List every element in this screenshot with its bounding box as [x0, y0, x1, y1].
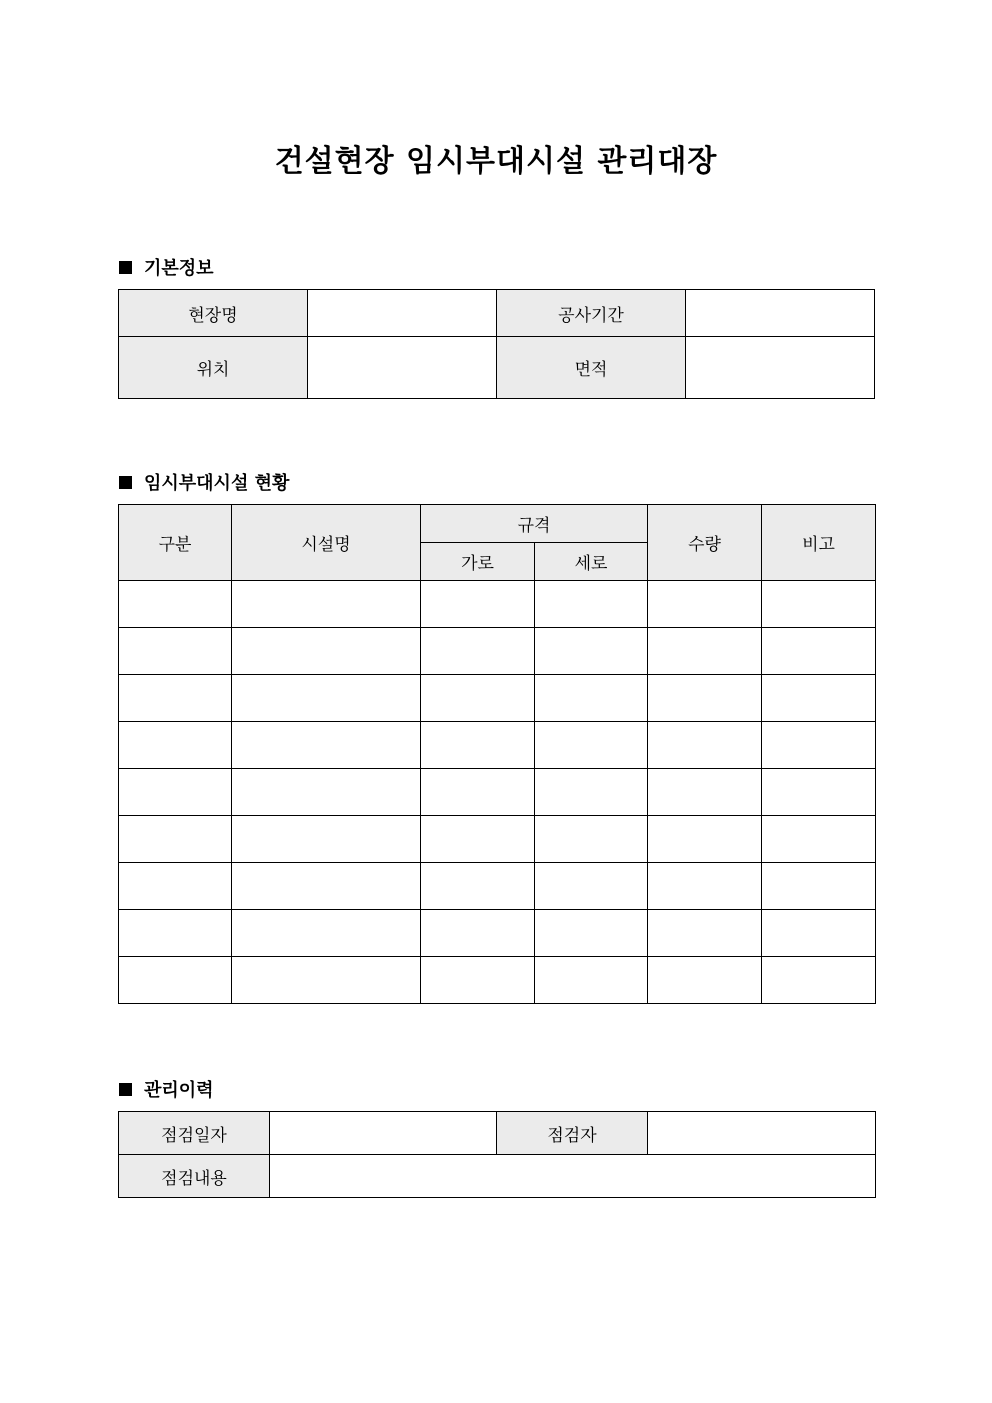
quantity-cell[interactable]: [648, 910, 762, 957]
section-heading-basic-label: 기본정보: [144, 258, 214, 279]
remarks-cell[interactable]: [762, 910, 876, 957]
column-header-spec-length: 세로: [535, 543, 648, 581]
category-cell[interactable]: [119, 769, 232, 816]
facility-name-cell[interactable]: [232, 769, 421, 816]
remarks-cell[interactable]: [762, 581, 876, 628]
table-row: [119, 910, 876, 957]
facility-status-table: [118, 504, 876, 1004]
column-header-quantity: 수량: [648, 505, 762, 581]
inspection-date-field[interactable]: [270, 1112, 497, 1155]
facility-name-cell[interactable]: [232, 722, 421, 769]
table-header-row: [119, 505, 876, 543]
table-row: [119, 1112, 876, 1155]
site-name-label: 현장명: [119, 290, 308, 337]
quantity-cell[interactable]: [648, 722, 762, 769]
remarks-cell[interactable]: [762, 628, 876, 675]
remarks-cell[interactable]: [762, 957, 876, 1004]
inspector-label: 점검자: [497, 1112, 648, 1155]
spec-width-cell[interactable]: [421, 628, 535, 675]
table-row: [119, 628, 876, 675]
quantity-cell[interactable]: [648, 581, 762, 628]
spec-width-cell[interactable]: [421, 675, 535, 722]
square-bullet-icon: [119, 261, 132, 274]
construction-period-field[interactable]: [686, 290, 875, 337]
column-header-facility-name: 시설명: [232, 505, 421, 581]
category-cell[interactable]: [119, 675, 232, 722]
spec-width-cell[interactable]: [421, 581, 535, 628]
table-row: [119, 863, 876, 910]
section-heading-history: [119, 1076, 214, 1102]
facility-name-cell[interactable]: [232, 628, 421, 675]
inspection-content-field[interactable]: [270, 1155, 876, 1198]
column-header-spec: 규격: [421, 505, 648, 543]
quantity-cell[interactable]: [648, 675, 762, 722]
category-cell[interactable]: [119, 722, 232, 769]
table-row: [119, 290, 875, 337]
table-row: [119, 337, 875, 399]
spec-length-cell[interactable]: [535, 863, 648, 910]
section-heading-history-label: 관리이력: [144, 1080, 214, 1101]
quantity-cell[interactable]: [648, 769, 762, 816]
inspection-date-label: 점검일자: [119, 1112, 270, 1155]
spec-width-cell[interactable]: [421, 769, 535, 816]
facility-rows: [119, 581, 876, 1004]
category-cell[interactable]: [119, 910, 232, 957]
quantity-cell[interactable]: [648, 957, 762, 1004]
facility-name-cell[interactable]: [232, 581, 421, 628]
facility-name-cell[interactable]: [232, 957, 421, 1004]
section-heading-facilities-label: 임시부대시설 현황: [144, 473, 290, 494]
spec-width-cell[interactable]: [421, 957, 535, 1004]
category-cell[interactable]: [119, 957, 232, 1004]
spec-width-cell[interactable]: [421, 863, 535, 910]
table-row: [119, 675, 876, 722]
spec-length-cell[interactable]: [535, 769, 648, 816]
square-bullet-icon: [119, 1083, 132, 1096]
remarks-cell[interactable]: [762, 675, 876, 722]
inspector-field[interactable]: [648, 1112, 876, 1155]
category-cell[interactable]: [119, 816, 232, 863]
spec-length-cell[interactable]: [535, 910, 648, 957]
quantity-cell[interactable]: [648, 816, 762, 863]
page-title: 건설현장 임시부대시설 관리대장: [274, 144, 718, 179]
facility-name-cell[interactable]: [232, 910, 421, 957]
table-row: [119, 722, 876, 769]
remarks-cell[interactable]: [762, 863, 876, 910]
table-row: [119, 769, 876, 816]
spec-width-cell[interactable]: [421, 722, 535, 769]
spec-length-cell[interactable]: [535, 816, 648, 863]
facility-name-cell[interactable]: [232, 863, 421, 910]
square-bullet-icon: [119, 476, 132, 489]
spec-length-cell[interactable]: [535, 957, 648, 1004]
table-row: [119, 1155, 876, 1198]
category-cell[interactable]: [119, 863, 232, 910]
spec-length-cell[interactable]: [535, 628, 648, 675]
site-name-field[interactable]: [308, 290, 497, 337]
location-field[interactable]: [308, 337, 497, 399]
inspection-content-label: 점검내용: [119, 1155, 270, 1198]
area-label: 면적: [497, 337, 686, 399]
remarks-cell[interactable]: [762, 722, 876, 769]
remarks-cell[interactable]: [762, 816, 876, 863]
category-cell[interactable]: [119, 628, 232, 675]
spec-width-cell[interactable]: [421, 816, 535, 863]
table-row: [119, 581, 876, 628]
spec-length-cell[interactable]: [535, 675, 648, 722]
facility-name-cell[interactable]: [232, 675, 421, 722]
spec-length-cell[interactable]: [535, 581, 648, 628]
quantity-cell[interactable]: [648, 863, 762, 910]
column-header-category: 구분: [119, 505, 232, 581]
category-cell[interactable]: [119, 581, 232, 628]
column-header-remarks: 비고: [762, 505, 876, 581]
remarks-cell[interactable]: [762, 769, 876, 816]
location-label: 위치: [119, 337, 308, 399]
spec-length-cell[interactable]: [535, 722, 648, 769]
basic-info-table: [118, 289, 875, 399]
quantity-cell[interactable]: [648, 628, 762, 675]
column-header-spec-width: 가로: [421, 543, 535, 581]
table-row: [119, 816, 876, 863]
spec-width-cell[interactable]: [421, 910, 535, 957]
management-history-table: [118, 1111, 876, 1198]
area-field[interactable]: [686, 337, 875, 399]
table-row: [119, 957, 876, 1004]
facility-name-cell[interactable]: [232, 816, 421, 863]
construction-period-label: 공사기간: [497, 290, 686, 337]
section-heading-facilities: [119, 469, 289, 495]
section-heading-basic: [119, 254, 214, 280]
